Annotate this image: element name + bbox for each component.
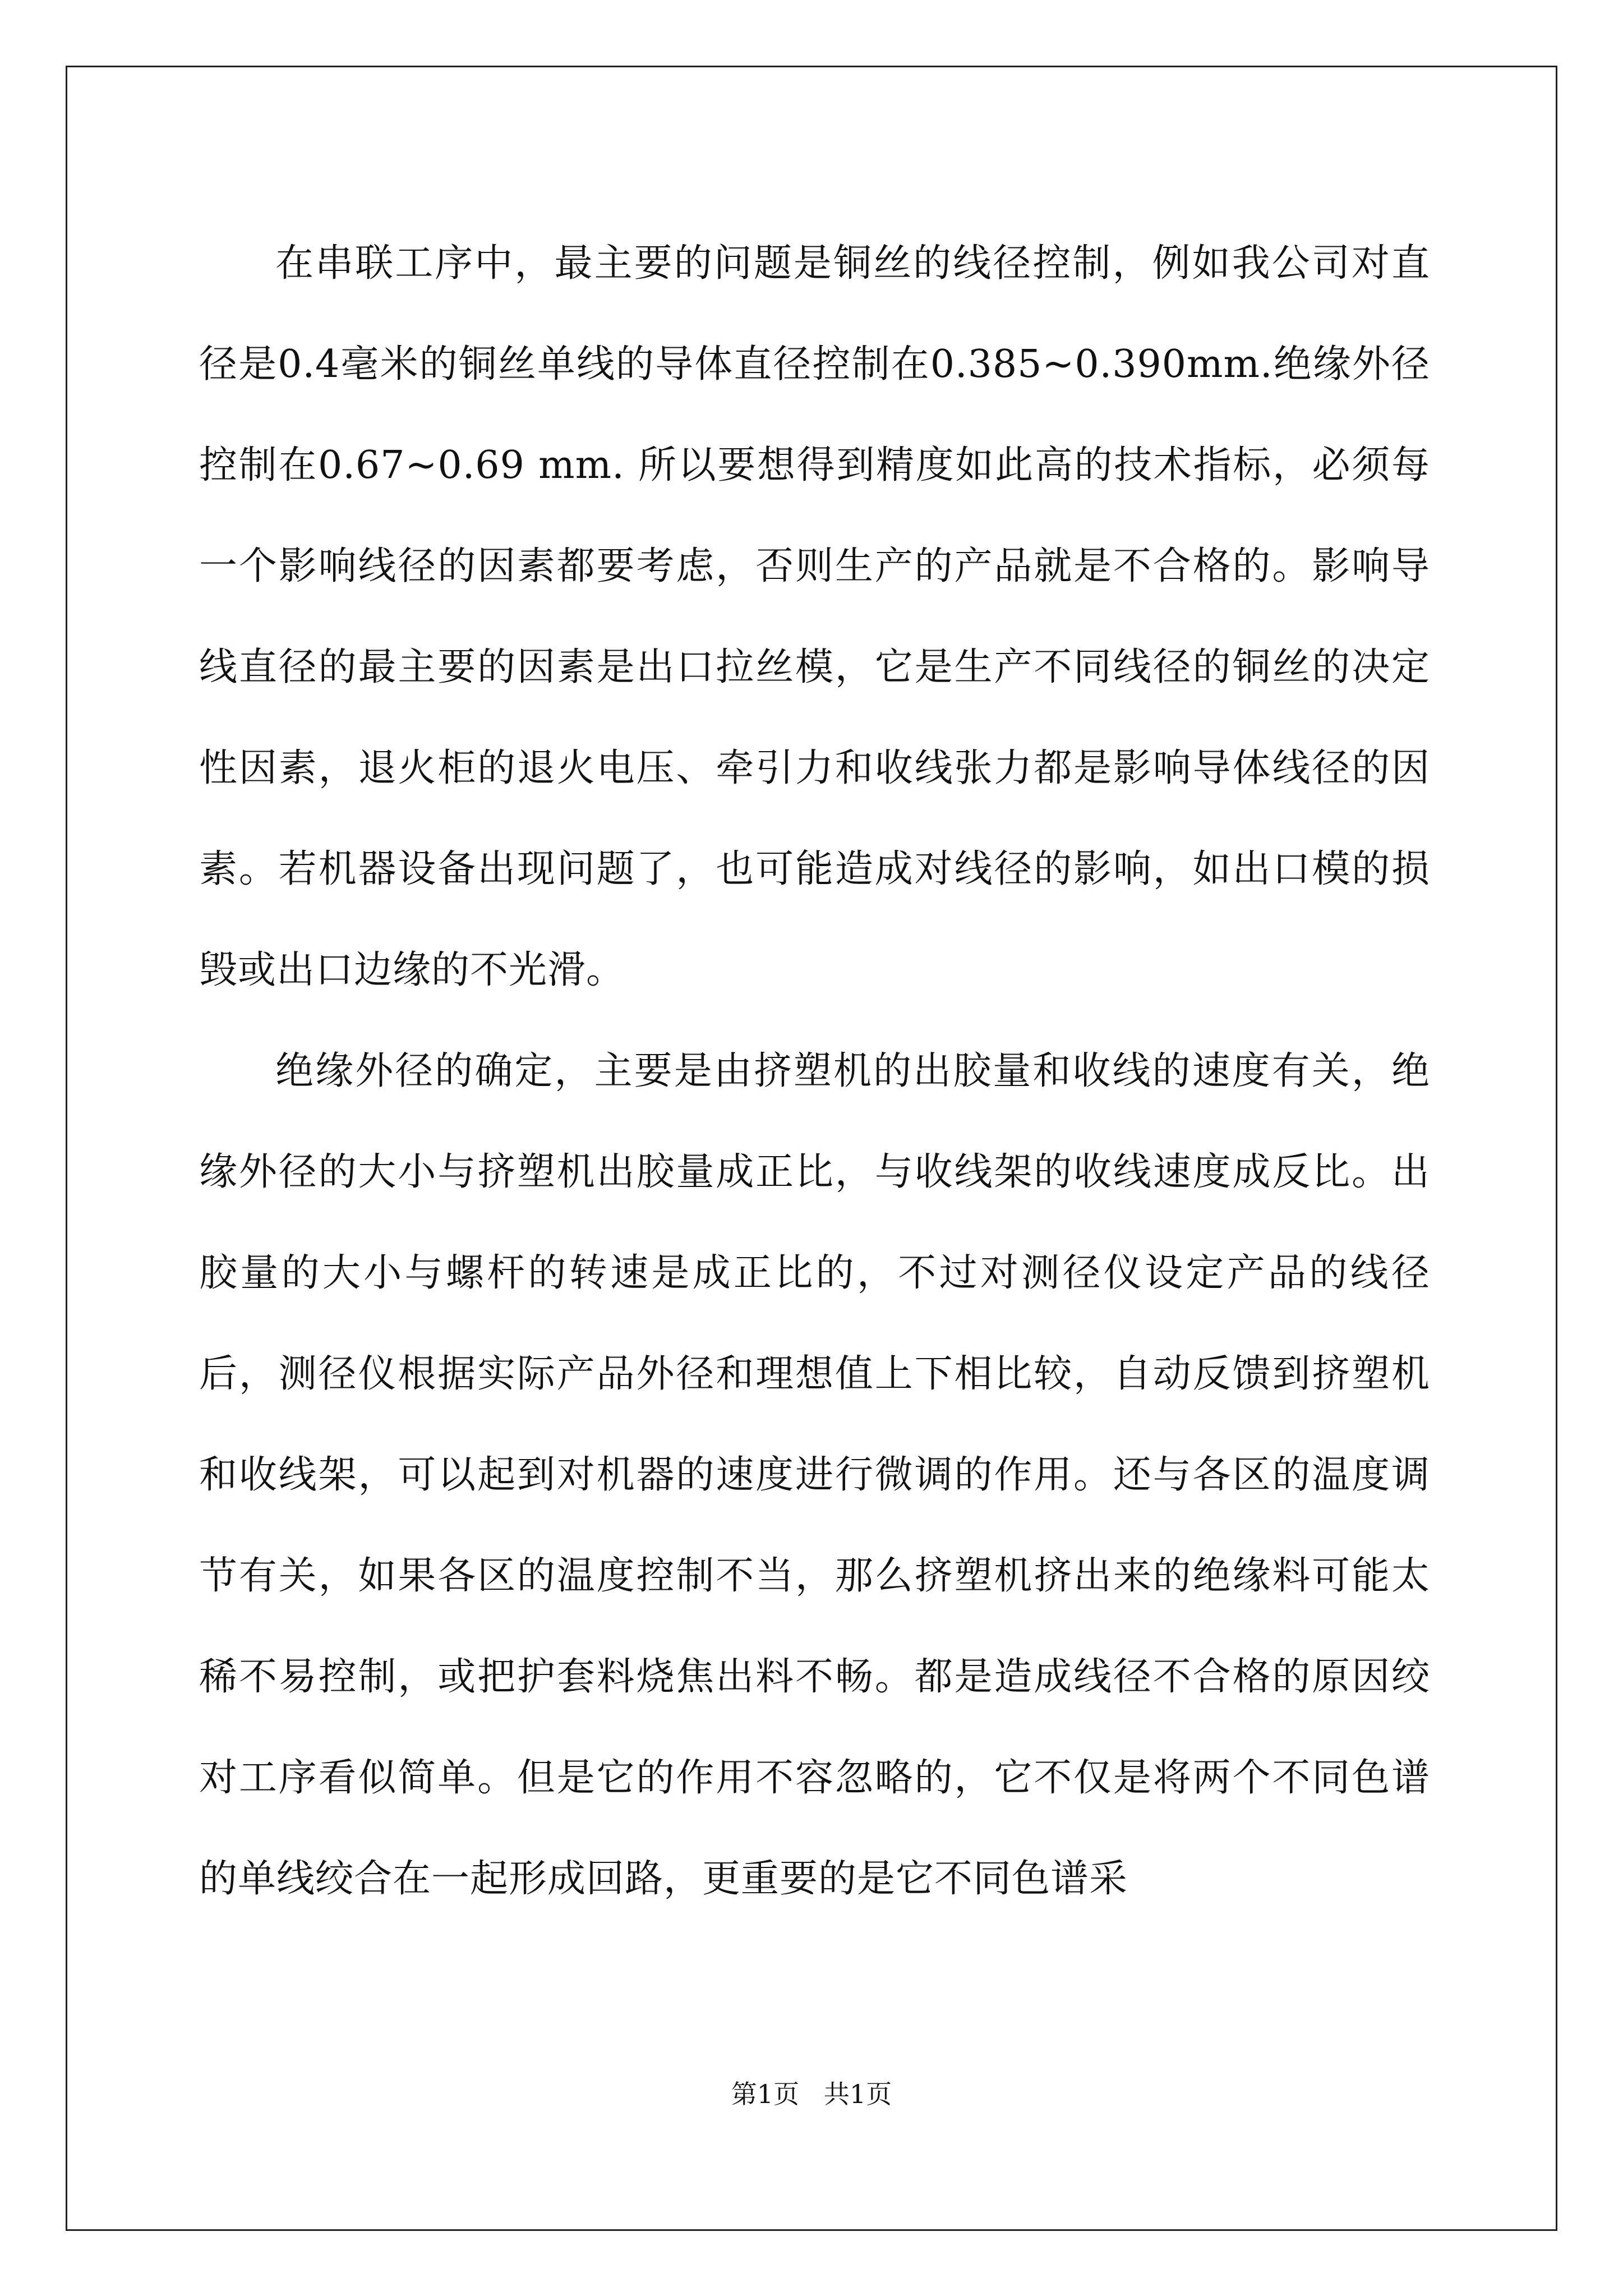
page-number: 第1页 共1页 <box>731 2079 892 2109</box>
document-body <box>199 213 1430 1930</box>
paragraph-1: 在串联工序中，最主要的问题是铜丝的线径控制，例如我公司对直径是0.4毫米的铜丝单线的导体直径控制在0.385~0.390mm.绝缘外径控制在0.67~0.69 mm. 所以要想得到精度如此高的技术指标，必须每一个影响线径的因素都要考虑，否则生产的产品就是不合格的。影响导线直径的最主要的因素是出口拉丝模，它是生产不同线径的铜丝的决定性因素，退火柜的退火电压、牵引力和收线张力都是影响导体线径的因素。若机器设备出现问题了，也可能造成对线径的影响，如出口模的损毁或出口边缘的不光滑。 <box>199 241 1430 992</box>
page-footer <box>0 2077 1623 2111</box>
paragraph-2: 绝缘外径的确定，主要是由挤塑机的出胶量和收线的速度有关，绝缘外径的大小与挤塑机出胶量成正比，与收线架的收线速度成反比。出胶量的大小与螺杆的转速是成正比的，不过对测径仪设定产品的线径后，测径仪根据实际产品外径和理想值上下相比较，自动反馈到挤塑机和收线架，可以起到对机器的速度进行微调的作用。还与各区的温度调节有关，如果各区的温度控制不当，那么挤塑机挤出来的绝缘料可能太稀不易控制，或把护套料烧焦出料不畅。都是造成线径不合格的原因绞对工序看似简单。但是它的作用不容忽略的，它不仅是将两个不同色谱的单线绞合在一起形成回路，更重要的是它不同色谱采 <box>199 1049 1430 1901</box>
